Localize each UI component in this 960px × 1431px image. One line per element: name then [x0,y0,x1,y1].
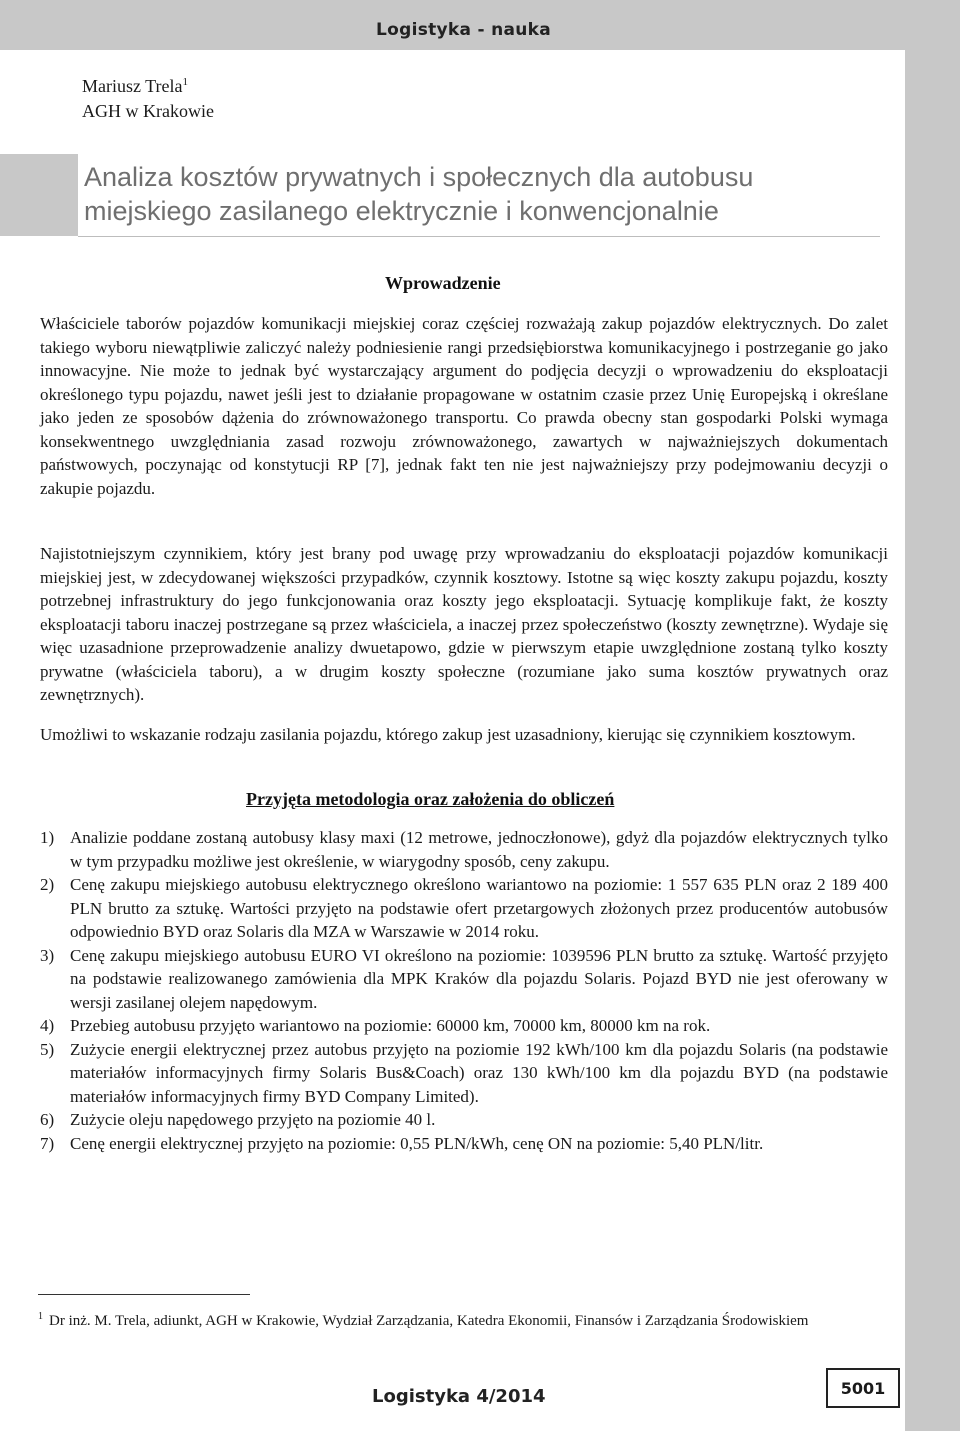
intro-paragraph-1: Właściciele taborów pojazdów komunikacji miejskiej coraz częściej rozważają zakup pojazdów elektrycznych. Do zalet takiego wyboru niewątpliwie zaliczyć należy podniesienie rangi przedsiębiorstwa komunikacyjnego i postrzeganie go jako innowacyjne. Nie może to jednak być wystarczający argument do podjęcia decyzji o wprowadzeniu do eksploatacji określonego typu pojazdu, nawet jeśli jest to działanie propagowane w ostatnim czasie przez Unię Europejską i określane jako jeden ze sposobów dążenia do zrównoważonego transportu. Co prawda obecny stan gospodarki Polski wymaga konsekwentnego uwzględniania zasad rozwoju zrównoważonego, zawartych w najważniejszych dokumentach państwowych, poczynając od konstytucji RP [7], jednak fakt ten nie jest najważniejszy przy podejmowaniu decyzji o zakupie pojazdu. [40,314,888,498]
list-item-number: 6) [40,1110,55,1129]
author-block [82,70,214,124]
article-title-line-1: Analiza kosztów prywatnych i społecznych dla autobusu [84,162,754,192]
list-item-text: Zużycie energii elektrycznej przez autobus przyjęto na poziomie 192 kWh/100 km dla pojazdu Solaris (na podstawie materiałów informacyjnych firmy Solaris Bus&Coach) oraz 130 kWh/100 km dla pojazdu BYD (na podstawie materiałów informacyjnych firmy BYD Company Limited). [70,1039,888,1106]
footnote [38,1306,888,1332]
running-head: Logistyka - nauka [376,20,552,40]
list-item [40,873,888,944]
list-item [40,1108,888,1132]
title-accent-band [0,154,78,236]
intro-paragraph-3: Umożliwi to wskazanie rodzaju zasilania pojazdu, którego zakup jest uzasadniony, kierując się czynnikiem kosztowym. [40,725,856,744]
footnote-mark: 1 [38,1311,43,1322]
list-item-number: 4) [40,1016,55,1035]
list-item-number: 1) [40,828,55,847]
list-item [40,1014,888,1038]
assumptions-list [40,826,888,1155]
list-item-number: 3) [40,945,55,965]
author-name: Mariusz Trela [82,76,183,96]
article-title [84,160,894,228]
article-title-line-2: miejskiego zasilanego elektrycznie i konwencjonalnie [84,196,719,226]
footnote-separator [38,1294,250,1295]
list-item [40,944,888,1015]
intro-paragraph-2: Najistotniejszym czynnikiem, który jest brany pod uwagę przy wprowadzaniu do eksploatacji pojazdów komunikacji miejskiej jest, w zdecydowanej większości przypadków, czynnik kosztowy. Istotne są więc koszty zakupu pojazdu, koszty potrzebnej infrastruktury do jego funkcjonowania oraz koszty jego eksploatacji. Sytuację komplikuje fakt, że koszty eksploatacji taboru inaczej postrzegane są przez właściciela, a inaczej przez społeczeństwo (koszty zewnętrzne). Wydaje się więc uzasadnione przeprowadzenie analizy dwuetapowo, gdzie w pierwszym etapie uwzględnione zostaną tylko koszty prywatne (właściciela taboru), a w drugim koszty społeczne (rozumiane jako suma kosztów prywatnych oraz zewnętrznych). [40,544,888,704]
list-item-text: Zużycie oleju napędowego przyjęto na poziomie 40 l. [70,1110,436,1129]
list-item-text: Cenę energii elektrycznej przyjęto na poziomie: 0,55 PLN/kWh, cenę ON na poziomie: 5,40 PLN/litr. [70,1133,764,1153]
list-item-text: Cenę zakupu miejskiego autobusu elektrycznego określono wariantowo na poziomie: 1 557 635 PLN oraz 2 189 400 PLN brutto za sztukę. Wartości przyjęto na podstawie ofert przetargowych złożonych przez producentów autobusów odpowiednio BYD oraz Solaris dla MZA w Warszawie w 2014 roku. [70,875,888,941]
section-heading-intro: Wprowadzenie [385,273,501,293]
author-affiliation: AGH w Krakowie [82,101,214,121]
list-item-number: 5) [40,1039,55,1059]
list-item-number: 7) [40,1133,55,1153]
list-item [40,826,888,873]
list-item [40,1038,888,1109]
list-item-number: 2) [40,875,55,894]
list-item-text: Analizie poddane zostaną autobusy klasy maxi (12 metrowe, jednoczłonowe), gdyż dla pojazdów elektrycznych tylko w tym przypadku możliwe jest określenie, w wiarygodny sposób, ceny zakupu. [70,828,888,871]
list-item [40,1132,888,1156]
page-number: 5001 [826,1368,900,1408]
title-divider [78,236,880,237]
section-heading-methodology: Przyjęta metodologia oraz założenia do obliczeń [246,789,615,809]
list-item-text: Cenę zakupu miejskiego autobusu EURO VI określono na poziomie: 1039596 PLN brutto za sztukę. Wartość przyjęto na podstawie realizowanego zamówienia dla MPK Kraków dla pojazdu Solaris. Pojazd BYD nie jest oferowany w wersji zasilanej olejem napędowym. [70,945,888,1012]
list-item-text: Przebieg autobusu przyjęto wariantowo na poziomie: 60000 km, 70000 km, 80000 km na rok. [70,1016,711,1035]
journal-footer: Logistyka 4/2014 [372,1386,546,1407]
author-footnote-mark: 1 [182,76,188,88]
footnote-text: Dr inż. M. Trela, adiunkt, AGH w Krakowie, Wydział Zarządzania, Katedra Ekonomii, Finansów i Zarządzania Środowiskiem [49,1313,809,1329]
